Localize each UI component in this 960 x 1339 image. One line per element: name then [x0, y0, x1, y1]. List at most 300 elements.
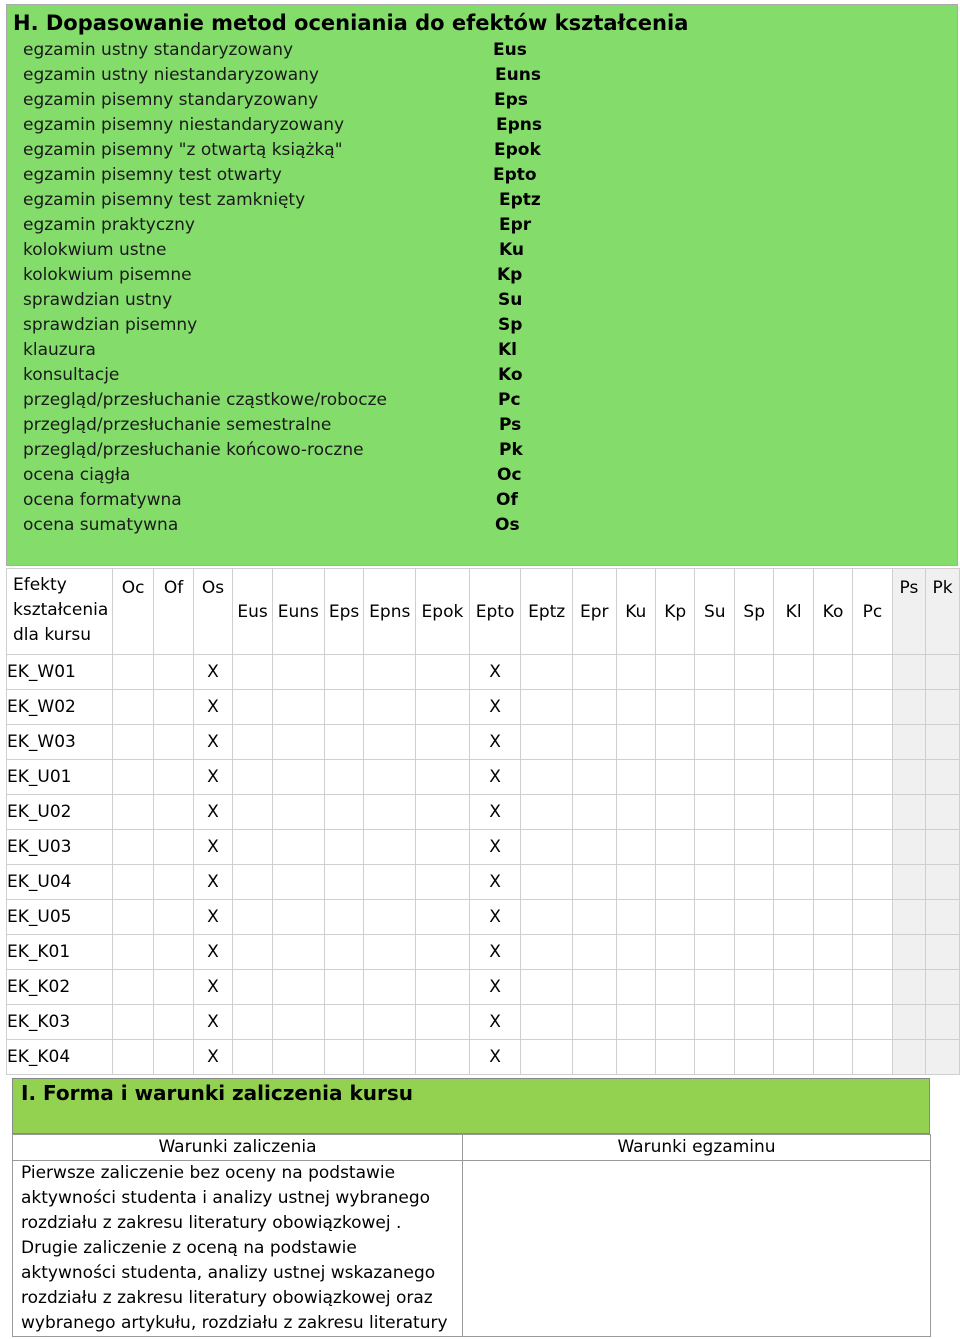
method-code: Kp — [497, 265, 523, 285]
column-header-label: Pc — [862, 601, 883, 622]
grid-cell-pk — [926, 1005, 960, 1040]
method-code: Ps — [499, 415, 522, 435]
effects-header-label: Efekty kształcenia dla kursu — [13, 575, 109, 645]
grid-cell-oc — [112, 655, 153, 690]
grid-cell-euns — [272, 935, 324, 970]
mark-x: X — [207, 872, 219, 892]
grid-cell-epto — [469, 1040, 521, 1075]
grid-cell-eptz — [521, 725, 573, 760]
grid-cell-kl — [774, 865, 813, 900]
grid-cell-eus — [233, 935, 273, 970]
grid-cell-kl — [774, 760, 813, 795]
method-name: egzamin pisemny test otwarty — [23, 165, 282, 185]
grid-cell-eptz — [521, 760, 573, 795]
column-header-label: Epok — [421, 601, 464, 622]
grid-cell-epok — [416, 725, 470, 760]
grid-cell-epr — [572, 1040, 616, 1075]
column-header-epr — [572, 569, 616, 655]
column-header-ps — [892, 569, 926, 655]
method-code: Eptz — [499, 190, 541, 210]
grid-cell-pc — [853, 690, 892, 725]
column-header-pc — [853, 569, 892, 655]
mark-x: X — [207, 662, 219, 682]
grid-cell-euns — [272, 900, 324, 935]
method-name: ocena sumatywna — [23, 515, 179, 535]
grid-cell-pk — [926, 655, 960, 690]
grid-cell-ku — [616, 795, 655, 830]
grid-cell-os — [193, 655, 233, 690]
effect-label: EK_U04 — [7, 865, 113, 900]
grid-cell-eus — [233, 1040, 273, 1075]
grid-cell-eptz — [521, 900, 573, 935]
grid-cell-ku — [616, 1040, 655, 1075]
grid-cell-euns — [272, 1005, 324, 1040]
effect-label: EK_W02 — [7, 690, 113, 725]
grid-cell-su — [695, 760, 734, 795]
grid-cell-eps — [324, 655, 364, 690]
grid-cell-of — [154, 830, 193, 865]
method-legend-row — [23, 388, 623, 413]
grid-cell-epok — [416, 935, 470, 970]
column-header-of — [154, 569, 193, 655]
grid-cell-su — [695, 935, 734, 970]
exam-conditions-cell — [463, 1161, 931, 1337]
grid-cell-of — [154, 690, 193, 725]
grid-cell-pc — [853, 865, 892, 900]
grid-cell-kl — [774, 935, 813, 970]
grid-cell-of — [154, 725, 193, 760]
grid-cell-oc — [112, 1040, 153, 1075]
grid-cell-epns — [364, 970, 416, 1005]
grid-cell-ps — [892, 900, 926, 935]
table-row — [7, 725, 960, 760]
method-name: egzamin ustny standaryzowany — [23, 40, 294, 60]
column-header-label: Oc — [121, 578, 145, 598]
grid-cell-eptz — [521, 970, 573, 1005]
method-code: Epok — [494, 140, 541, 160]
grid-cell-epto — [469, 725, 521, 760]
grid-cell-epto — [469, 1005, 521, 1040]
grid-cell-epto — [469, 935, 521, 970]
method-name: egzamin pisemny standaryzowany — [23, 90, 319, 110]
grid-cell-eps — [324, 795, 364, 830]
column-header-label: Epns — [369, 601, 411, 622]
section-i-title: I. Forma i warunki zaliczenia kursu — [21, 1081, 414, 1105]
method-name: egzamin pisemny "z otwartą książką" — [23, 140, 343, 160]
grid-cell-pk — [926, 760, 960, 795]
grid-cell-os — [193, 865, 233, 900]
grid-cell-os — [193, 795, 233, 830]
grid-cell-epr — [572, 690, 616, 725]
grid-cell-pk — [926, 970, 960, 1005]
grid-cell-os — [193, 830, 233, 865]
table-row — [7, 865, 960, 900]
method-code: Pc — [498, 390, 521, 410]
grid-cell-kp — [656, 760, 695, 795]
grid-cell-ku — [616, 865, 655, 900]
method-legend-row — [23, 238, 623, 263]
grid-cell-eptz — [521, 1005, 573, 1040]
column-header-label: Eus — [237, 601, 268, 622]
grid-cell-ko — [813, 1040, 852, 1075]
column-header-label: Epto — [475, 601, 515, 622]
effect-label: EK_U02 — [7, 795, 113, 830]
method-legend-row — [23, 488, 623, 513]
grid-cell-epto — [469, 760, 521, 795]
grid-cell-epok — [416, 1005, 470, 1040]
column-header-epok — [416, 569, 470, 655]
grid-cell-su — [695, 1005, 734, 1040]
method-code: Oc — [497, 465, 522, 485]
mark-x: X — [489, 872, 501, 892]
grid-cell-epr — [572, 830, 616, 865]
grid-cell-kl — [774, 830, 813, 865]
mark-x: X — [489, 942, 501, 962]
grid-cell-os — [193, 900, 233, 935]
grid-cell-su — [695, 830, 734, 865]
column-header-pk — [926, 569, 960, 655]
method-code: Ko — [498, 365, 523, 385]
grid-cell-su — [695, 1040, 734, 1075]
grid-cell-epr — [572, 900, 616, 935]
method-code: Sp — [498, 315, 523, 335]
grid-cell-kl — [774, 725, 813, 760]
grid-cell-ko — [813, 655, 852, 690]
column-header-label: Eps — [328, 601, 360, 622]
method-legend-row — [23, 438, 623, 463]
grid-cell-kl — [774, 690, 813, 725]
grid-cell-ko — [813, 725, 852, 760]
method-code: Euns — [495, 65, 541, 85]
mark-x: X — [207, 907, 219, 927]
method-legend-row — [23, 88, 623, 113]
method-legend-row — [23, 263, 623, 288]
table-row — [7, 1040, 960, 1075]
grid-cell-epr — [572, 1005, 616, 1040]
method-name: egzamin praktyczny — [23, 215, 195, 235]
grid-cell-pk — [926, 830, 960, 865]
grid-cell-euns — [272, 1040, 324, 1075]
mark-x: X — [207, 977, 219, 997]
column-header-label: Kp — [664, 601, 687, 622]
method-legend-row — [23, 163, 623, 188]
method-code: Epto — [493, 165, 537, 185]
grid-cell-os — [193, 690, 233, 725]
table-row — [7, 795, 960, 830]
grid-cell-ko — [813, 970, 852, 1005]
grid-cell-ku — [616, 900, 655, 935]
method-name: ocena ciągła — [23, 465, 131, 485]
table-row — [7, 690, 960, 725]
mark-x: X — [489, 697, 501, 717]
method-code: Ku — [499, 240, 524, 260]
grid-cell-eptz — [521, 865, 573, 900]
grid-cell-epns — [364, 760, 416, 795]
grid-cell-epto — [469, 970, 521, 1005]
column-header-kl — [774, 569, 813, 655]
grid-cell-ko — [813, 690, 852, 725]
method-code: Of — [496, 490, 518, 510]
grid-cell-kl — [774, 795, 813, 830]
grid-cell-sp — [734, 830, 773, 865]
grid-cell-eus — [233, 970, 273, 1005]
grid-cell-ps — [892, 795, 926, 830]
mark-x: X — [489, 802, 501, 822]
column-header-ku — [616, 569, 655, 655]
method-legend-row — [23, 413, 623, 438]
grid-cell-ps — [892, 655, 926, 690]
grid-cell-of — [154, 865, 193, 900]
effects-header-cell — [7, 569, 113, 655]
grid-cell-epr — [572, 760, 616, 795]
grid-cell-eps — [324, 1040, 364, 1075]
grid-cell-sp — [734, 935, 773, 970]
column-header-label: Eptz — [528, 601, 566, 622]
grid-cell-pc — [853, 935, 892, 970]
grid-cell-pk — [926, 690, 960, 725]
grid-cell-pc — [853, 655, 892, 690]
grid-cell-epns — [364, 1040, 416, 1075]
column-header-label: Ps — [899, 578, 919, 598]
grid-cell-oc — [112, 760, 153, 795]
grid-cell-eps — [324, 935, 364, 970]
column-header-epns — [364, 569, 416, 655]
pass-conditions-cell — [13, 1161, 463, 1337]
column-header-label: Sp — [743, 601, 765, 622]
grid-cell-su — [695, 970, 734, 1005]
grid-cell-epns — [364, 1005, 416, 1040]
mark-x: X — [207, 837, 219, 857]
grid-cell-epok — [416, 970, 470, 1005]
grid-cell-sp — [734, 865, 773, 900]
grid-cell-epok — [416, 795, 470, 830]
effect-label: EK_K04 — [7, 1040, 113, 1075]
grid-cell-eus — [233, 830, 273, 865]
grid-cell-epns — [364, 830, 416, 865]
grid-cell-su — [695, 655, 734, 690]
grid-cell-kp — [656, 830, 695, 865]
column-header-ko — [813, 569, 852, 655]
column-header-eus — [233, 569, 273, 655]
grid-cell-of — [154, 795, 193, 830]
grid-cell-os — [193, 970, 233, 1005]
grid-cell-of — [154, 970, 193, 1005]
effect-label: EK_K03 — [7, 1005, 113, 1040]
mark-x: X — [489, 1012, 501, 1032]
grid-cell-ku — [616, 690, 655, 725]
grid-cell-epr — [572, 795, 616, 830]
method-code: Epns — [496, 115, 543, 135]
method-legend-row — [23, 138, 623, 163]
method-name: ocena formatywna — [23, 490, 182, 510]
column-header-label: Of — [163, 578, 184, 598]
effect-label: EK_K02 — [7, 970, 113, 1005]
grid-cell-eps — [324, 725, 364, 760]
grid-cell-su — [695, 900, 734, 935]
column-header-kp — [656, 569, 695, 655]
grid-cell-pk — [926, 795, 960, 830]
grid-cell-pc — [853, 900, 892, 935]
grid-cell-os — [193, 1005, 233, 1040]
grid-cell-euns — [272, 725, 324, 760]
mark-x: X — [207, 1047, 219, 1067]
grid-cell-pk — [926, 935, 960, 970]
grid-cell-eptz — [521, 935, 573, 970]
grid-cell-euns — [272, 865, 324, 900]
mark-x: X — [489, 767, 501, 787]
grid-cell-eps — [324, 1005, 364, 1040]
column-header-label: Pk — [932, 578, 953, 598]
grid-cell-epr — [572, 970, 616, 1005]
effect-label: EK_W01 — [7, 655, 113, 690]
grid-cell-ko — [813, 935, 852, 970]
grid-cell-sp — [734, 690, 773, 725]
section-i-panel — [12, 1078, 930, 1134]
column-header-oc — [112, 569, 153, 655]
method-legend-row — [23, 338, 623, 363]
method-code: Su — [498, 290, 523, 310]
grid-cell-kl — [774, 655, 813, 690]
grid-cell-euns — [272, 760, 324, 795]
grid-cell-euns — [272, 655, 324, 690]
grid-cell-ku — [616, 725, 655, 760]
method-name: konsultacje — [23, 365, 120, 385]
grid-cell-epto — [469, 690, 521, 725]
grid-cell-pc — [853, 760, 892, 795]
grid-cell-epok — [416, 865, 470, 900]
column-header-label: Os — [201, 578, 225, 598]
grid-cell-epr — [572, 935, 616, 970]
grid-cell-eps — [324, 865, 364, 900]
grid-cell-ku — [616, 935, 655, 970]
grid-cell-su — [695, 690, 734, 725]
column-header-label: Epr — [579, 601, 609, 622]
column-header-sp — [734, 569, 773, 655]
effect-label: EK_U01 — [7, 760, 113, 795]
method-legend-row — [23, 213, 623, 238]
grid-cell-pc — [853, 1040, 892, 1075]
method-legend-row — [23, 113, 623, 138]
grid-cell-epto — [469, 865, 521, 900]
grid-cell-oc — [112, 900, 153, 935]
method-code: Epr — [499, 215, 532, 235]
column-header-eps — [324, 569, 364, 655]
method-legend-row — [23, 463, 623, 488]
column-header-epto — [469, 569, 521, 655]
grid-cell-sp — [734, 1040, 773, 1075]
grid-cell-sp — [734, 655, 773, 690]
mark-x: X — [489, 732, 501, 752]
conditions-table — [12, 1134, 931, 1337]
grid-cell-epns — [364, 865, 416, 900]
grid-cell-epns — [364, 690, 416, 725]
grid-cell-sp — [734, 725, 773, 760]
column-header-label: Su — [703, 601, 726, 622]
grid-cell-pk — [926, 1040, 960, 1075]
effect-label: EK_K01 — [7, 935, 113, 970]
grid-cell-oc — [112, 725, 153, 760]
table-row — [7, 760, 960, 795]
grid-cell-kl — [774, 970, 813, 1005]
method-legend-row — [23, 313, 623, 338]
grid-cell-ko — [813, 900, 852, 935]
grid-cell-epns — [364, 725, 416, 760]
grid-cell-ps — [892, 865, 926, 900]
grid-cell-pc — [853, 725, 892, 760]
grid-cell-epns — [364, 795, 416, 830]
method-name: egzamin pisemny test zamknięty — [23, 190, 306, 210]
grid-cell-ko — [813, 865, 852, 900]
grid-cell-kp — [656, 725, 695, 760]
exam-conditions-header: Warunki egzaminu — [463, 1135, 931, 1161]
grid-cell-ps — [892, 935, 926, 970]
table-header-row — [7, 569, 960, 655]
grid-cell-ku — [616, 970, 655, 1005]
grid-cell-kp — [656, 900, 695, 935]
grid-cell-ko — [813, 795, 852, 830]
method-name: kolokwium pisemne — [23, 265, 192, 285]
grid-cell-kp — [656, 795, 695, 830]
column-header-label: Euns — [277, 601, 319, 622]
grid-cell-kp — [656, 1040, 695, 1075]
grid-cell-epto — [469, 830, 521, 865]
grid-cell-of — [154, 935, 193, 970]
method-name: egzamin pisemny niestandaryzowany — [23, 115, 345, 135]
section-h-title: H. Dopasowanie metod oceniania do efektów kształcenia — [13, 11, 689, 35]
table-row — [7, 935, 960, 970]
grid-cell-epto — [469, 655, 521, 690]
table-row — [7, 900, 960, 935]
grid-cell-kp — [656, 970, 695, 1005]
grid-cell-eptz — [521, 655, 573, 690]
grid-cell-of — [154, 900, 193, 935]
method-legend-row — [23, 63, 623, 88]
grid-cell-oc — [112, 690, 153, 725]
grid-cell-ko — [813, 830, 852, 865]
grid-cell-euns — [272, 690, 324, 725]
grid-cell-ko — [813, 760, 852, 795]
grid-cell-epr — [572, 655, 616, 690]
grid-cell-su — [695, 865, 734, 900]
grid-cell-epns — [364, 900, 416, 935]
grid-cell-kp — [656, 935, 695, 970]
method-code: Os — [495, 515, 520, 535]
column-header-eptz — [521, 569, 573, 655]
grid-cell-kl — [774, 1040, 813, 1075]
grid-cell-epok — [416, 900, 470, 935]
grid-cell-os — [193, 760, 233, 795]
grid-cell-epns — [364, 655, 416, 690]
method-name: kolokwium ustne — [23, 240, 167, 260]
grid-cell-sp — [734, 795, 773, 830]
grid-cell-eus — [233, 655, 273, 690]
grid-cell-kp — [656, 690, 695, 725]
grid-cell-eus — [233, 865, 273, 900]
column-header-su — [695, 569, 734, 655]
mark-x: X — [489, 977, 501, 997]
grid-cell-oc — [112, 830, 153, 865]
grid-cell-ku — [616, 830, 655, 865]
grid-cell-oc — [112, 865, 153, 900]
grid-cell-os — [193, 1040, 233, 1075]
grid-cell-eus — [233, 725, 273, 760]
grid-cell-eus — [233, 795, 273, 830]
table-row — [7, 830, 960, 865]
column-header-label: Ko — [822, 601, 844, 622]
method-legend-row — [23, 38, 623, 63]
grid-cell-epto — [469, 795, 521, 830]
grid-cell-eptz — [521, 795, 573, 830]
